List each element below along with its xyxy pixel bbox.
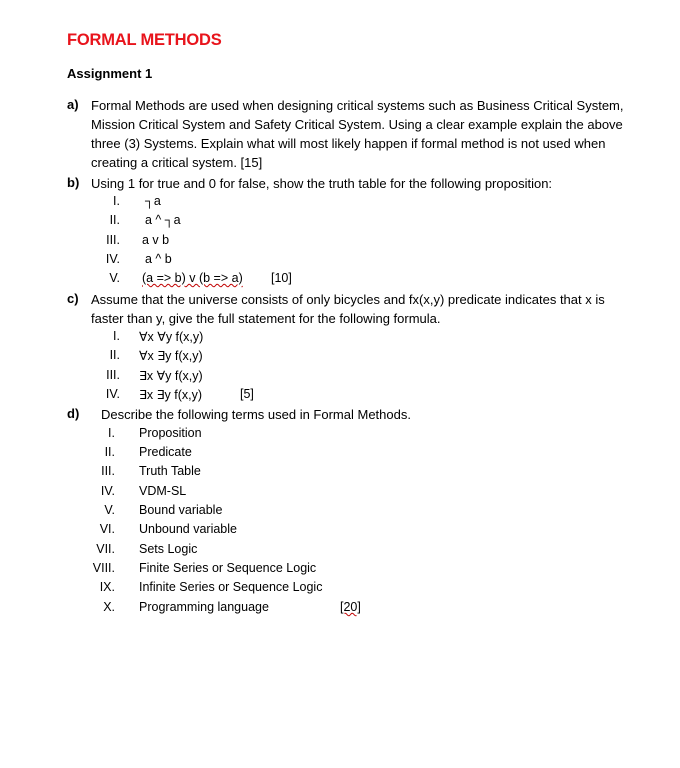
marks-c: [5] bbox=[240, 387, 254, 401]
question-a-label: a) bbox=[67, 97, 79, 112]
item-text: (a => b) v (b => a) bbox=[142, 271, 243, 285]
item-text: Predicate bbox=[139, 445, 192, 459]
question-c-text bbox=[91, 290, 605, 328]
item-text: ∀x ∃y f(x,y) bbox=[139, 349, 203, 363]
question-a-text bbox=[91, 96, 624, 172]
item-number: X. bbox=[103, 600, 115, 614]
question-a-line: Formal Methods are used when designing critical systems such as Business Critical System, bbox=[91, 98, 624, 113]
marks-d: [20] bbox=[340, 600, 361, 614]
question-b-label: b) bbox=[67, 175, 80, 190]
item-text: VDM-SL bbox=[139, 484, 187, 498]
item-number: I. bbox=[113, 329, 120, 343]
item-number: IV. bbox=[105, 252, 120, 266]
item-text: Proposition bbox=[139, 426, 202, 440]
item-number: III. bbox=[106, 368, 120, 382]
item-number: II. bbox=[104, 445, 115, 459]
item-text: ∀x ∀y f(x,y) bbox=[139, 330, 204, 344]
item-number: III. bbox=[106, 233, 120, 247]
item-number: VIII. bbox=[92, 561, 115, 575]
item-text: Bound variable bbox=[139, 503, 223, 517]
item-text: ┐a bbox=[145, 194, 161, 208]
question-c-line: faster than y, give the full statement for the following formula. bbox=[91, 311, 441, 326]
item-number: IV. bbox=[100, 484, 115, 498]
question-a-line: Mission Critical System and Safety Critical System. Using a clear example explain the above bbox=[91, 117, 623, 132]
item-number: II. bbox=[109, 348, 120, 362]
item-text: a v b bbox=[142, 233, 170, 247]
item-text: a ^ b bbox=[145, 252, 172, 266]
question-b-text: Using 1 for true and 0 for false, show the truth table for the following proposition: bbox=[91, 176, 553, 191]
item-number: I. bbox=[108, 426, 115, 440]
item-text: a ^ ┐a bbox=[145, 213, 181, 227]
question-d-text: Describe the following terms used in Formal Methods. bbox=[101, 407, 411, 422]
item-number: IX. bbox=[99, 580, 115, 594]
item-number: V. bbox=[109, 271, 120, 285]
item-number: I. bbox=[113, 194, 120, 208]
item-number: VII. bbox=[96, 542, 115, 556]
marks-b: [10] bbox=[271, 271, 292, 285]
item-text: ∃x ∃y f(x,y) bbox=[139, 388, 203, 402]
item-number: IV. bbox=[105, 387, 120, 401]
item-number: V. bbox=[104, 503, 115, 517]
question-d-label: d) bbox=[67, 406, 80, 421]
question-c-label: c) bbox=[67, 291, 79, 306]
question-a-line: creating a critical system. [15] bbox=[91, 155, 263, 170]
question-c-line: Assume that the universe consists of only bicycles and fx(x,y) predicate indicates that x is bbox=[91, 292, 605, 307]
question-a-line: three (3) Systems. Explain what will most likely happen if formal method is not used when bbox=[91, 136, 606, 151]
item-text: Sets Logic bbox=[139, 542, 198, 556]
item-text: Programming language bbox=[139, 600, 269, 614]
item-text: Infinite Series or Sequence Logic bbox=[139, 580, 323, 594]
item-text: ∃x ∀y f(x,y) bbox=[139, 369, 203, 383]
item-text: Truth Table bbox=[139, 464, 201, 478]
item-number: III. bbox=[101, 464, 115, 478]
item-number: VI. bbox=[99, 522, 115, 536]
item-text: Finite Series or Sequence Logic bbox=[139, 561, 317, 575]
item-text: Unbound variable bbox=[139, 522, 237, 536]
document-title: FORMAL METHODS bbox=[67, 31, 222, 49]
assignment-heading: Assignment 1 bbox=[67, 66, 153, 81]
item-number: II. bbox=[109, 213, 120, 227]
